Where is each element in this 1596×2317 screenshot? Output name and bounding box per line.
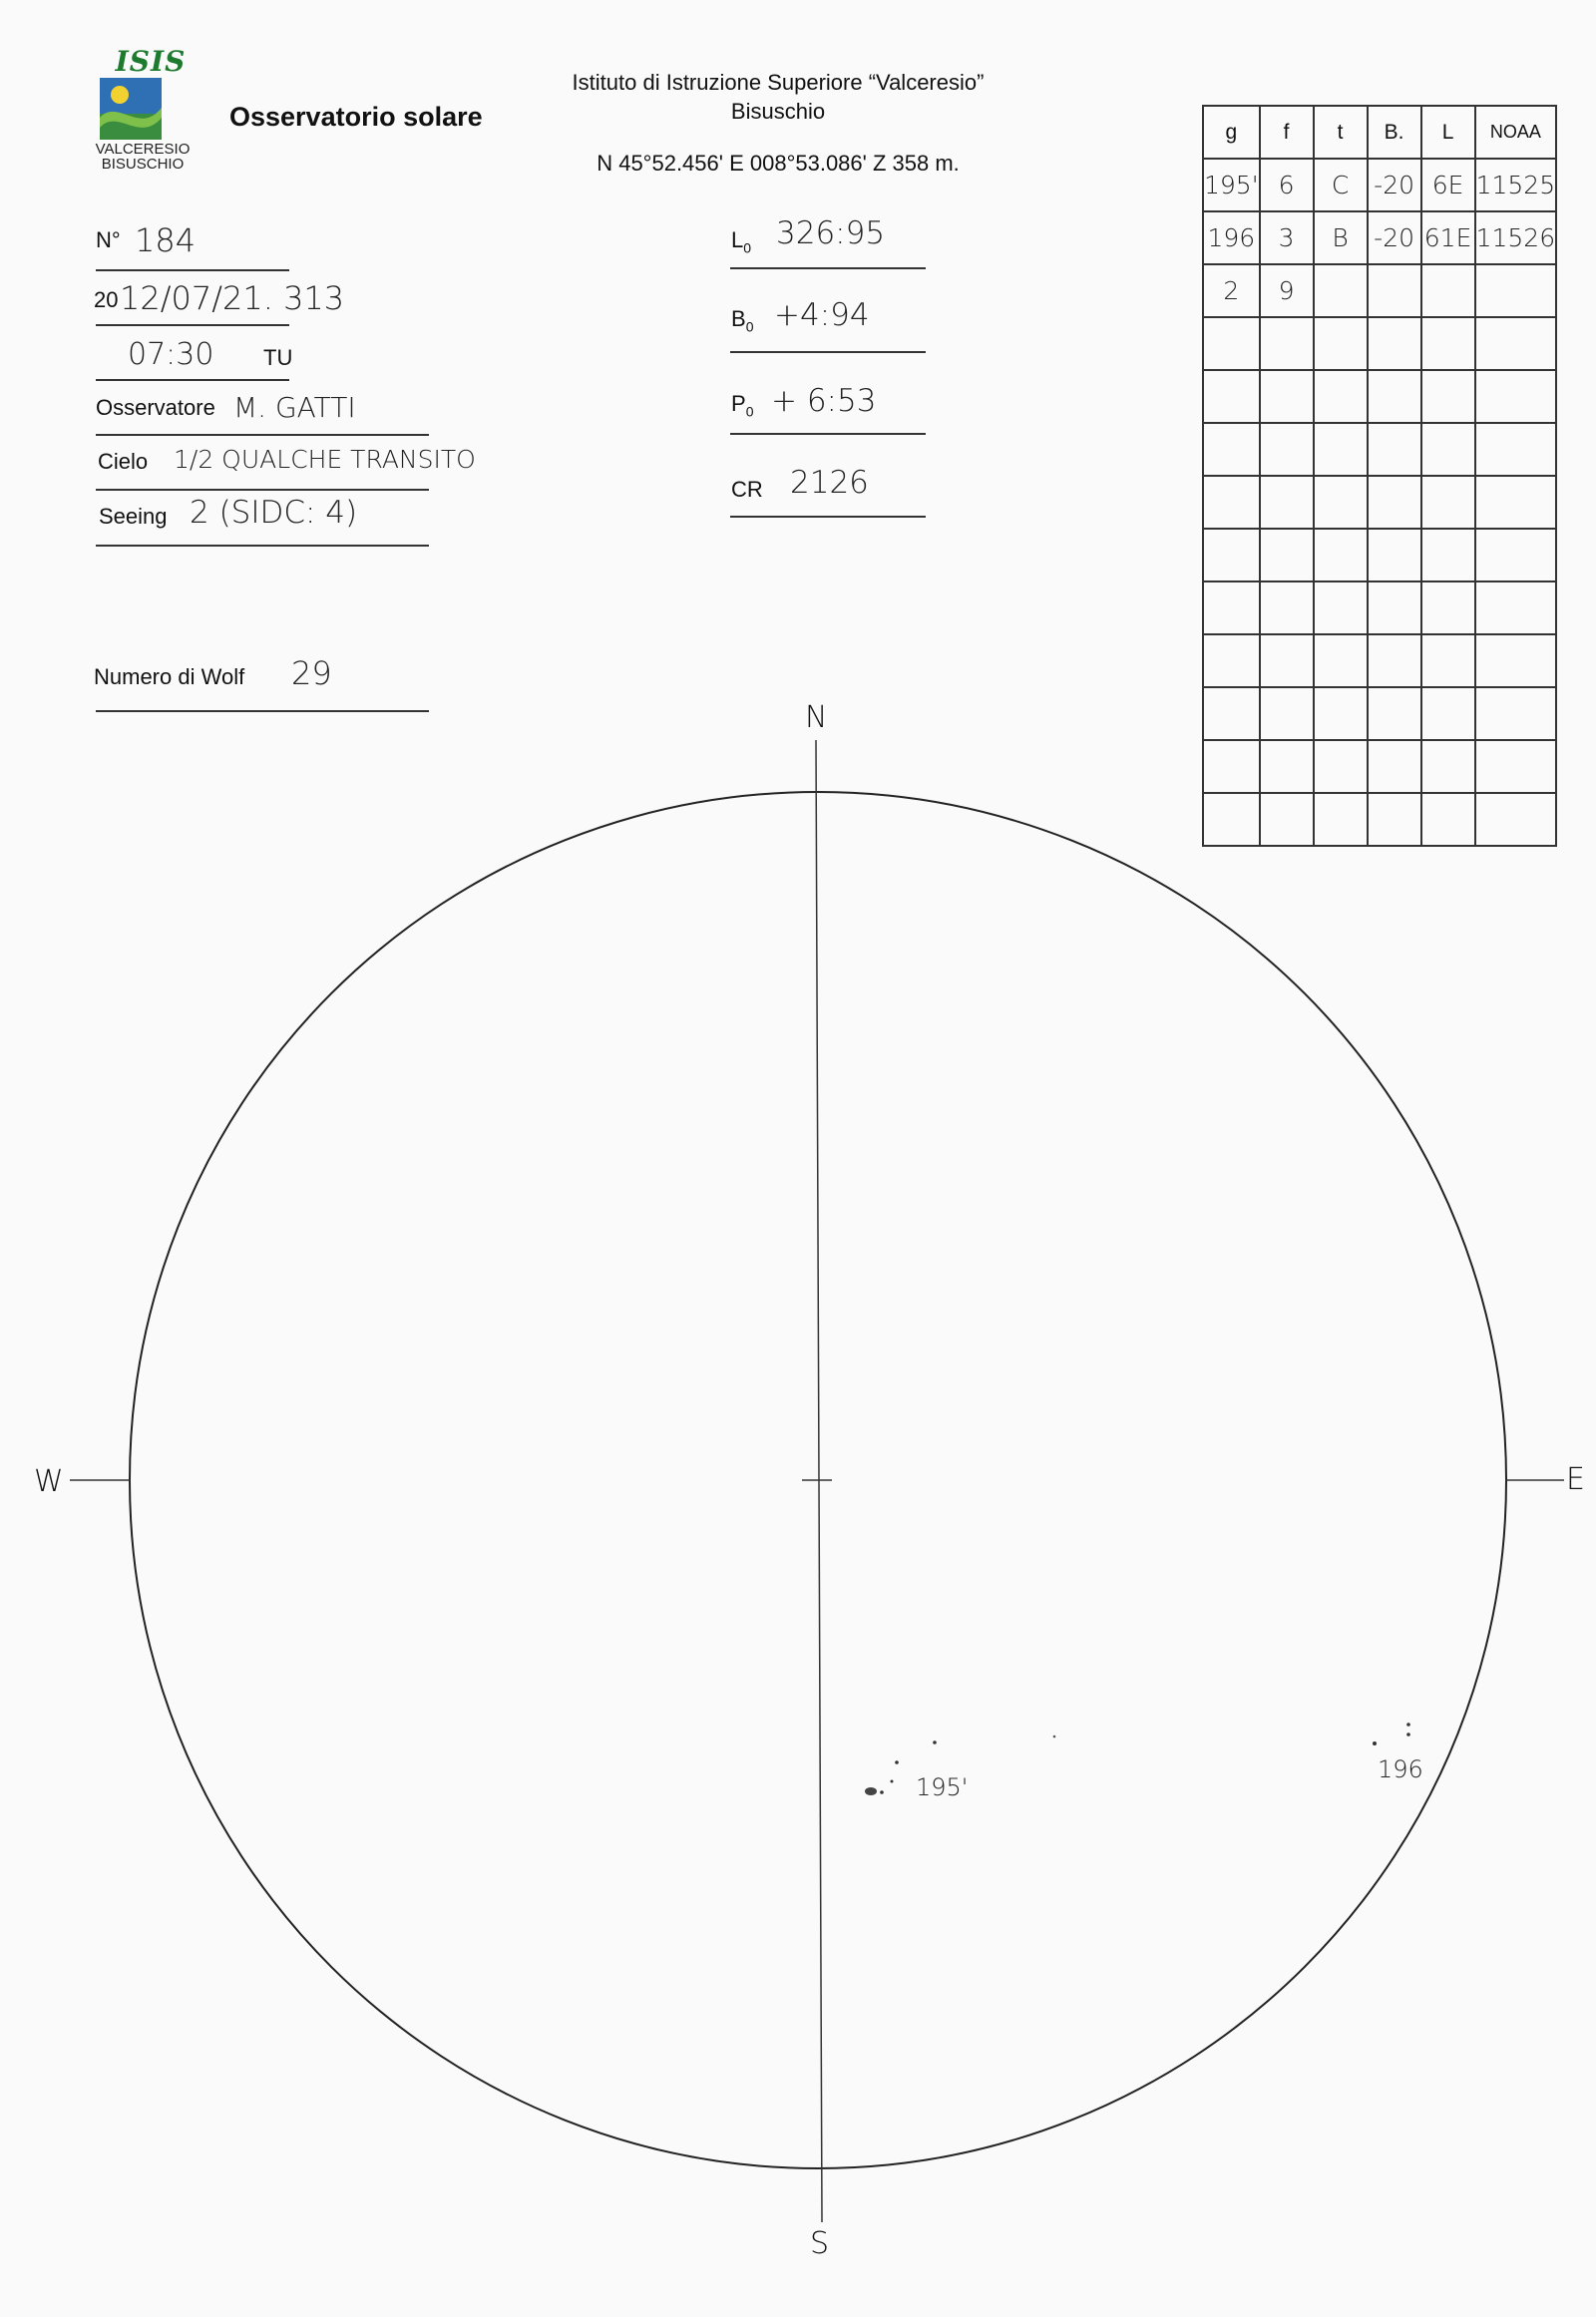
- north-south-axis: [816, 740, 822, 2222]
- cell-t: C: [1314, 159, 1368, 211]
- p0-sub: 0: [745, 403, 754, 420]
- cell-l: 61E: [1421, 211, 1475, 264]
- number-label: N°: [96, 227, 121, 252]
- observer-label: Osservatore: [96, 395, 215, 420]
- group-195-label: 195': [916, 1773, 969, 1801]
- institute-line2: Bisuschio: [730, 99, 826, 124]
- wolf-label: Numero di Wolf: [94, 664, 245, 689]
- p0-letter: P: [731, 391, 746, 416]
- cell-g: 195': [1203, 159, 1260, 211]
- cell-b: -20: [1368, 159, 1421, 211]
- cell-f: 9: [1260, 264, 1314, 317]
- date-prefix: 20: [94, 287, 119, 312]
- cell-g: 2: [1203, 264, 1260, 317]
- cr-label: CR: [731, 477, 763, 502]
- logo-text-line2: BISUSCHIO: [101, 156, 185, 173]
- sunspot-195-e: [891, 1780, 894, 1783]
- wolf-value: 29: [291, 654, 332, 692]
- sunspot-196-b: [1406, 1723, 1410, 1727]
- east-label: E: [1566, 1462, 1585, 1497]
- observer-value: M. GATTI: [233, 391, 356, 424]
- observatory-coordinates: N 45°52.456' E 008°53.086' Z 358 m.: [597, 151, 960, 176]
- sunspot-195-c: [895, 1760, 899, 1764]
- l0-value: 326:95: [776, 215, 886, 251]
- seeing-value: 2 (SIDC: 4): [190, 495, 358, 531]
- seeing-label: Seeing: [99, 504, 168, 529]
- b0-letter: B: [731, 306, 746, 331]
- sunspot-196-a: [1373, 1741, 1377, 1745]
- sunspot-196-c: [1406, 1733, 1410, 1737]
- date-value: 12/07/21. 313: [120, 279, 345, 317]
- header-b: B.: [1368, 106, 1421, 159]
- south-label: S: [810, 2226, 830, 2261]
- number-value: 184: [135, 221, 197, 259]
- group-196-label: 196: [1378, 1755, 1423, 1783]
- cell-noaa: 11526: [1475, 211, 1557, 264]
- cell-t: B: [1314, 211, 1368, 264]
- sunspot-195-d: [933, 1740, 937, 1744]
- sunspot-195-main: [865, 1787, 877, 1795]
- header-noaa: NOAA: [1475, 106, 1557, 159]
- cell-f: 3: [1260, 211, 1314, 264]
- time-unit: TU: [263, 345, 293, 370]
- observatory-title: Osservatorio solare: [229, 102, 483, 132]
- sunspot-195-f: [1053, 1736, 1056, 1738]
- b0-sub: 0: [745, 318, 754, 335]
- time-value: 07:30: [128, 337, 214, 372]
- west-label: W: [34, 1464, 64, 1499]
- cell-f: 6: [1260, 159, 1314, 211]
- institute-line1: Istituto di Istruzione Superiore “Valceresio”: [572, 70, 985, 95]
- l0-letter: L: [731, 227, 744, 252]
- logo-text-line1: VALCERESIO: [95, 141, 191, 158]
- cr-value: 2126: [790, 465, 869, 501]
- l0-sub: 0: [743, 239, 752, 256]
- cell-b: -20: [1368, 211, 1421, 264]
- sunspot-195-b: [880, 1790, 884, 1794]
- cell-g: 196: [1203, 211, 1260, 264]
- header-l: L: [1421, 106, 1475, 159]
- cell-l: 6E: [1421, 159, 1475, 211]
- cell-noaa: 11525: [1475, 159, 1557, 211]
- sky-value: 1/2 QUALCHE TRANSITO: [174, 445, 476, 474]
- north-label: N: [805, 700, 828, 735]
- p0-value: + 6:53: [771, 383, 877, 419]
- header-g: g: [1203, 106, 1260, 159]
- header-f: f: [1260, 106, 1314, 159]
- header-t: t: [1314, 106, 1368, 159]
- logo-top-text: ISIS: [115, 45, 187, 78]
- b0-value: +4:94: [774, 297, 870, 333]
- sky-label: Cielo: [98, 449, 149, 474]
